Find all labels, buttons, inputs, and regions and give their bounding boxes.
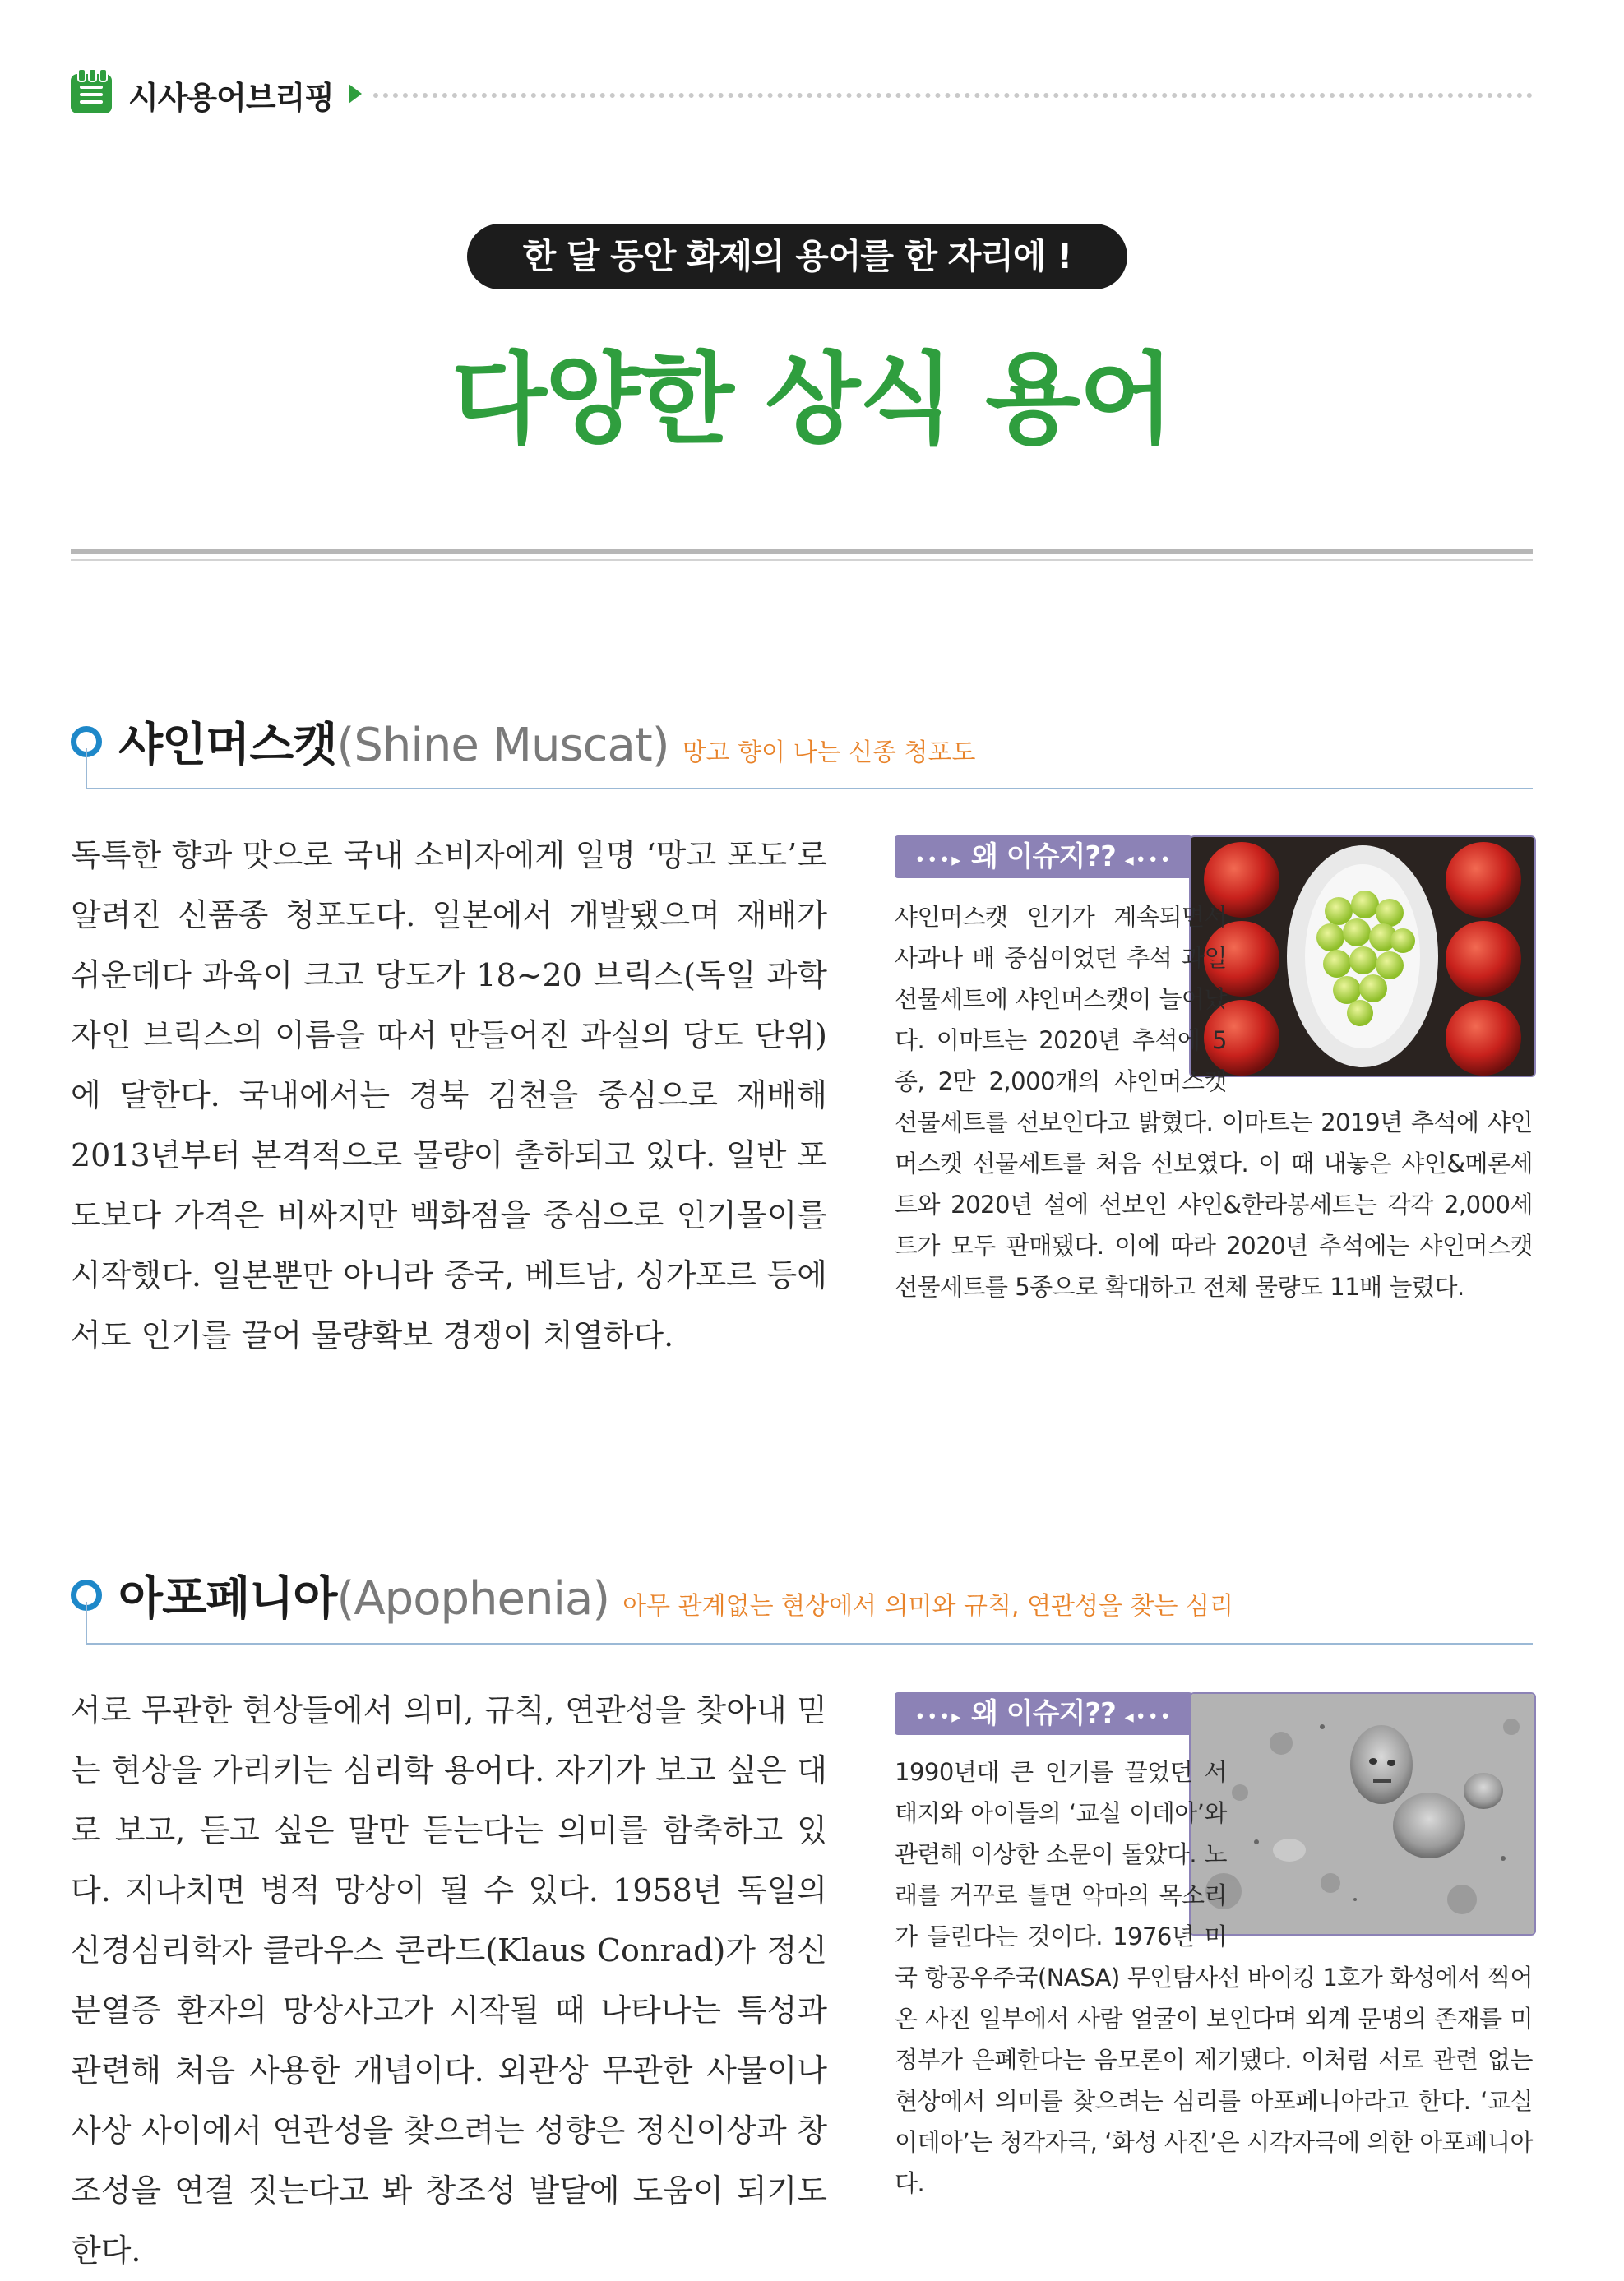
dotted-divider bbox=[373, 93, 1533, 98]
issue-tag: •••▸ 왜 이슈지?? ◂••• bbox=[895, 1692, 1192, 1735]
term-heading bbox=[118, 1562, 1233, 1628]
term-description: 서로 무관한 현상들에서 의미, 규칙, 연관성을 찾아내 믿는 현상을 가리키는 심리학 용어다. 자기가 보고 싶은 대로 보고, 듣고 싶은 말만 듣는다는 의미를 함축하고 있다. 지나치면 병적 망상이 될 수 있다. 1958년 독일의 신경심리학자 클라우스 콘라드(Klaus Conrad)가 정신분열증 환자의 망상사고가 시작될 때 나타나는 특성과 관련해 처음 사용한 개념이다. 외관상 무관한 사물이나 사상 사이에서 연관성을 찾으려는 성향은 정신이상과 창조성을 연결 짓는다고 봐 창조성 발달에 도움이 되기도 한다. bbox=[71, 1692, 827, 2269]
term-english: (Apophenia) bbox=[336, 1572, 610, 1626]
issue-text: 샤인머스캣 인기가 계속되면서 사과나 배 중심이었던 추석 과일 선물세트에 샤인머스캣이 늘어났다. 이마트는 2020년 추석에 5종, 2만 2,000개의 샤인머스캣 선물세트를 선보인다고 밝혔다. 이마트는 2019년 추석에 샤인머스캣 선물세트를 처음 선보였다. 이 때 내놓은 샤인&메론세트와 2020년 설에 선보인 샤인&한라봉세트는 각각 2,000세트가 모두 판매됐다. 이에 따라 2020년 추석에는 샤인머스캣 선물세트를 5종으로 확대하고 전체 물량도 11배 늘렸다. bbox=[895, 903, 1533, 1301]
section-bracket bbox=[86, 1602, 87, 1645]
title-rule bbox=[71, 549, 1533, 554]
page-header bbox=[71, 69, 1534, 118]
term-subtitle: 망고 향이 나는 신종 청포도 bbox=[682, 738, 976, 767]
section-label: 시사용어브리핑 bbox=[128, 80, 334, 116]
section-underline bbox=[86, 788, 1533, 789]
banner-pill: 한 달 동안 화제의 용어를 한 자리에 ! bbox=[467, 224, 1127, 289]
term-heading bbox=[118, 709, 976, 775]
issue-tag: •••▸ 왜 이슈지?? ◂••• bbox=[895, 835, 1192, 878]
term-korean: 샤인머스캣 bbox=[118, 719, 337, 772]
term-english: (Shine Muscat) bbox=[336, 719, 669, 772]
page-title: 다양한 상식 용어 bbox=[451, 343, 1173, 457]
triangle-arrow-icon bbox=[349, 84, 362, 104]
term-korean: 아포페니아 bbox=[118, 1572, 337, 1626]
term-description: 독특한 향과 맛으로 국내 소비자에게 일명 ‘망고 포도’로 알려진 신품종 청포도다. 일본에서 개발됐으며 재배가 쉬운데다 과육이 크고 당도가 18~20 브릭스(독일 과학자인 브릭스의 이름을 따서 만들어진 과실의 당도 단위)에 달한다. 국내에서는 경북 김천을 중심으로 재배해 2013년부터 본격적으로 물량이 출하되고 있다. 일반 포도보다 가격은 비싸지만 백화점을 중심으로 인기몰이를 시작했다. 일본뿐만 아니라 중국, 베트남, 싱가포르 등에서도 인기를 끌어 물량확보 경쟁이 치열하다. bbox=[71, 837, 827, 1353]
issue-text: 1990년대 큰 인기를 끌었던 서태지와 아이들의 ‘교실 이데아’와 관련해 이상한 소문이 돌았다. 노래를 거꾸로 틀면 악마의 목소리가 들린다는 것이다. 1976년 미국 항공우주국(NASA) 무인탐사선 바이킹 1호가 화성에서 찍어온 사진 일부에서 사람 얼굴이 보인다며 외계 문명의 존재를 미 정부가 은폐한다는 음모론이 제기됐다. 이처럼 서로 관련 없는 현상에서 의미를 찾으려는 심리를 아포페니아라고 한다. ‘교실 이데아’는 청각자극, ‘화성 사진’은 시각자극에 의한 아포페니아다. bbox=[895, 1758, 1533, 2197]
issue-label: 왜 이슈지?? bbox=[971, 1697, 1116, 1730]
title-rule-thin bbox=[71, 559, 1533, 561]
notepad-icon bbox=[71, 74, 112, 113]
section-bracket bbox=[86, 748, 87, 789]
section-underline bbox=[86, 1643, 1533, 1645]
issue-label: 왜 이슈지?? bbox=[971, 840, 1116, 873]
term-subtitle: 아무 관계없는 현상에서 의미와 규칙, 연관성을 찾는 심리 bbox=[622, 1592, 1233, 1621]
